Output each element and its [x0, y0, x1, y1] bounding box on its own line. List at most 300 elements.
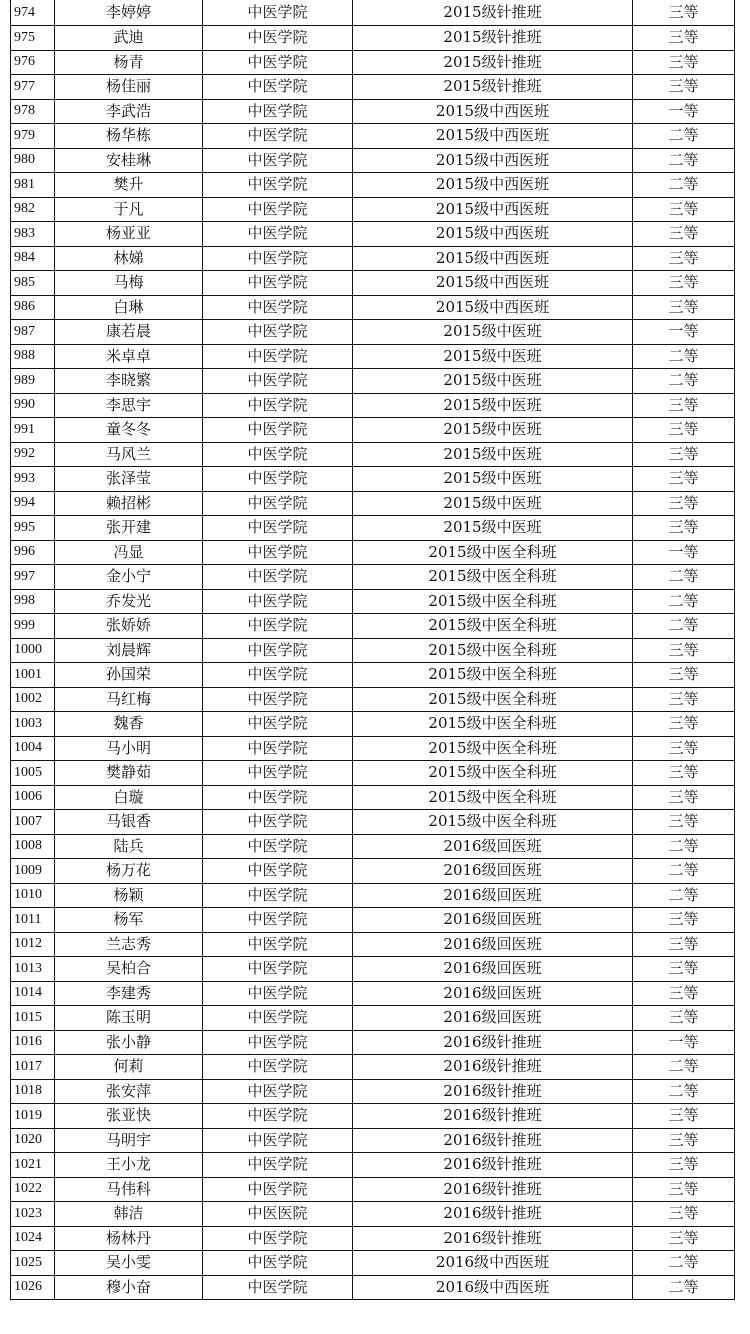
row-number-cell: 985 — [11, 271, 55, 296]
row-number-cell: 1004 — [11, 736, 55, 761]
college-cell: 中医学院 — [203, 736, 353, 761]
award-level-cell: 二等 — [633, 124, 735, 149]
table-row — [11, 50, 735, 75]
college-cell: 中医学院 — [203, 565, 353, 590]
award-level-cell: 三等 — [633, 663, 735, 688]
college-cell: 中医学院 — [203, 883, 353, 908]
table-row — [11, 148, 735, 173]
award-level-cell: 三等 — [633, 295, 735, 320]
award-level-cell: 三等 — [633, 785, 735, 810]
student-name-cell: 杨林丹 — [55, 1226, 203, 1251]
college-cell: 中医学院 — [203, 197, 353, 222]
table-row — [11, 834, 735, 859]
award-level-cell: 三等 — [633, 26, 735, 51]
award-level-cell: 三等 — [633, 638, 735, 663]
college-cell: 中医学院 — [203, 540, 353, 565]
table-row — [11, 957, 735, 982]
student-name-cell: 孙国荣 — [55, 663, 203, 688]
college-cell: 中医学院 — [203, 124, 353, 149]
class-name-cell: 2015级中医班 — [353, 418, 633, 443]
award-level-cell: 三等 — [633, 1226, 735, 1251]
student-name-cell: 李武浩 — [55, 99, 203, 124]
award-level-cell: 三等 — [633, 1128, 735, 1153]
row-number-cell: 1001 — [11, 663, 55, 688]
student-name-cell: 马梅 — [55, 271, 203, 296]
row-number-cell: 977 — [11, 75, 55, 100]
row-number-cell: 975 — [11, 26, 55, 51]
college-cell: 中医学院 — [203, 1079, 353, 1104]
table-row — [11, 908, 735, 933]
student-name-cell: 王小龙 — [55, 1153, 203, 1178]
award-level-cell: 三等 — [633, 810, 735, 835]
table-row — [11, 295, 735, 320]
class-name-cell: 2016级针推班 — [353, 1030, 633, 1055]
student-name-cell: 张开建 — [55, 516, 203, 541]
row-number-cell: 994 — [11, 491, 55, 516]
row-number-cell: 990 — [11, 393, 55, 418]
row-number-cell: 1026 — [11, 1275, 55, 1300]
award-level-cell: 三等 — [633, 1006, 735, 1031]
table-row — [11, 1153, 735, 1178]
college-cell: 中医学院 — [203, 26, 353, 51]
row-number-cell: 993 — [11, 467, 55, 492]
class-name-cell: 2015级中医班 — [353, 442, 633, 467]
award-level-cell: 三等 — [633, 1202, 735, 1227]
class-name-cell: 2015级针推班 — [353, 50, 633, 75]
student-name-cell: 陆兵 — [55, 834, 203, 859]
row-number-cell: 995 — [11, 516, 55, 541]
student-name-cell: 陈玉明 — [55, 1006, 203, 1031]
row-number-cell: 996 — [11, 540, 55, 565]
table-row — [11, 638, 735, 663]
class-name-cell: 2015级中医班 — [353, 516, 633, 541]
table-row — [11, 859, 735, 884]
class-name-cell: 2015级中医全科班 — [353, 785, 633, 810]
class-name-cell: 2015级中西医班 — [353, 197, 633, 222]
college-cell: 中医学院 — [203, 859, 353, 884]
table-row — [11, 932, 735, 957]
table-row — [11, 246, 735, 271]
row-number-cell: 1025 — [11, 1251, 55, 1276]
row-number-cell: 976 — [11, 50, 55, 75]
college-cell: 中医学院 — [203, 50, 353, 75]
class-name-cell: 2016级针推班 — [353, 1226, 633, 1251]
table-row — [11, 491, 735, 516]
award-level-cell: 三等 — [633, 246, 735, 271]
student-name-cell: 李晓繁 — [55, 369, 203, 394]
student-name-cell: 马风兰 — [55, 442, 203, 467]
award-table-body — [11, 0, 735, 1300]
award-level-cell: 一等 — [633, 99, 735, 124]
college-cell: 中医学院 — [203, 1153, 353, 1178]
class-name-cell: 2015级中西医班 — [353, 246, 633, 271]
class-name-cell: 2016级回医班 — [353, 834, 633, 859]
table-row — [11, 271, 735, 296]
award-level-cell: 三等 — [633, 908, 735, 933]
student-name-cell: 李思宇 — [55, 393, 203, 418]
class-name-cell: 2015级中医全科班 — [353, 663, 633, 688]
student-name-cell: 马小明 — [55, 736, 203, 761]
student-name-cell: 魏香 — [55, 712, 203, 737]
award-level-cell: 二等 — [633, 614, 735, 639]
award-level-cell: 三等 — [633, 1104, 735, 1129]
class-name-cell: 2015级中西医班 — [353, 124, 633, 149]
table-row — [11, 614, 735, 639]
class-name-cell: 2016级中西医班 — [353, 1251, 633, 1276]
student-name-cell: 于凡 — [55, 197, 203, 222]
student-name-cell: 张泽莹 — [55, 467, 203, 492]
table-row — [11, 1128, 735, 1153]
table-row — [11, 173, 735, 198]
row-number-cell: 1002 — [11, 687, 55, 712]
student-name-cell: 米卓卓 — [55, 344, 203, 369]
student-name-cell: 杨颖 — [55, 883, 203, 908]
class-name-cell: 2016级针推班 — [353, 1079, 633, 1104]
college-cell: 中医学院 — [203, 467, 353, 492]
class-name-cell: 2016级针推班 — [353, 1128, 633, 1153]
table-row — [11, 540, 735, 565]
college-cell: 中医学院 — [203, 516, 353, 541]
student-name-cell: 赖招彬 — [55, 491, 203, 516]
award-level-cell: 三等 — [633, 393, 735, 418]
award-level-cell: 三等 — [633, 50, 735, 75]
student-name-cell: 金小宁 — [55, 565, 203, 590]
award-level-cell: 二等 — [633, 589, 735, 614]
table-row — [11, 565, 735, 590]
award-level-cell: 二等 — [633, 1251, 735, 1276]
class-name-cell: 2016级回医班 — [353, 883, 633, 908]
college-cell: 中医学院 — [203, 320, 353, 345]
table-row — [11, 124, 735, 149]
college-cell: 中医学院 — [203, 442, 353, 467]
student-name-cell: 李婷婷 — [55, 0, 203, 26]
award-level-cell: 三等 — [633, 467, 735, 492]
college-cell: 中医学院 — [203, 712, 353, 737]
table-row — [11, 320, 735, 345]
student-name-cell: 张娇娇 — [55, 614, 203, 639]
award-level-cell: 二等 — [633, 148, 735, 173]
student-name-cell: 冯显 — [55, 540, 203, 565]
table-row — [11, 1055, 735, 1080]
table-row — [11, 1226, 735, 1251]
row-number-cell: 1020 — [11, 1128, 55, 1153]
student-name-cell: 张亚快 — [55, 1104, 203, 1129]
award-level-cell: 三等 — [633, 0, 735, 26]
award-level-cell: 二等 — [633, 834, 735, 859]
college-cell: 中医学院 — [203, 491, 353, 516]
table-row — [11, 687, 735, 712]
table-row — [11, 883, 735, 908]
student-name-cell: 刘晨辉 — [55, 638, 203, 663]
class-name-cell: 2015级中医全科班 — [353, 736, 633, 761]
table-row — [11, 761, 735, 786]
table-row — [11, 222, 735, 247]
award-list-sheet — [10, 0, 734, 1300]
row-number-cell: 1008 — [11, 834, 55, 859]
class-name-cell: 2015级中西医班 — [353, 173, 633, 198]
award-level-cell: 三等 — [633, 516, 735, 541]
table-row — [11, 442, 735, 467]
college-cell: 中医学院 — [203, 1030, 353, 1055]
college-cell: 中医学院 — [203, 173, 353, 198]
college-cell: 中医学院 — [203, 369, 353, 394]
row-number-cell: 1011 — [11, 908, 55, 933]
table-row — [11, 981, 735, 1006]
row-number-cell: 1005 — [11, 761, 55, 786]
table-row — [11, 785, 735, 810]
row-number-cell: 1021 — [11, 1153, 55, 1178]
student-name-cell: 张安萍 — [55, 1079, 203, 1104]
row-number-cell: 1015 — [11, 1006, 55, 1031]
student-name-cell: 马银香 — [55, 810, 203, 835]
class-name-cell: 2016级回医班 — [353, 932, 633, 957]
college-cell: 中医学院 — [203, 785, 353, 810]
class-name-cell: 2015级中医班 — [353, 369, 633, 394]
table-row — [11, 1030, 735, 1055]
row-number-cell: 1017 — [11, 1055, 55, 1080]
student-name-cell: 韩洁 — [55, 1202, 203, 1227]
award-level-cell: 二等 — [633, 173, 735, 198]
class-name-cell: 2016级回医班 — [353, 1006, 633, 1031]
class-name-cell: 2015级中医全科班 — [353, 687, 633, 712]
student-name-cell: 杨华栋 — [55, 124, 203, 149]
college-cell: 中医学院 — [203, 761, 353, 786]
student-name-cell: 杨佳丽 — [55, 75, 203, 100]
class-name-cell: 2015级中医班 — [353, 320, 633, 345]
college-cell: 中医学院 — [203, 1104, 353, 1129]
class-name-cell: 2015级中西医班 — [353, 99, 633, 124]
table-row — [11, 418, 735, 443]
college-cell: 中医学院 — [203, 246, 353, 271]
college-cell: 中医学院 — [203, 418, 353, 443]
class-name-cell: 2015级中西医班 — [353, 222, 633, 247]
class-name-cell: 2016级针推班 — [353, 1153, 633, 1178]
award-level-cell: 三等 — [633, 932, 735, 957]
row-number-cell: 1000 — [11, 638, 55, 663]
student-name-cell: 杨万花 — [55, 859, 203, 884]
college-cell: 中医学院 — [203, 589, 353, 614]
student-name-cell: 林娣 — [55, 246, 203, 271]
table-row — [11, 1104, 735, 1129]
student-name-cell: 樊静茹 — [55, 761, 203, 786]
class-name-cell: 2016级回医班 — [353, 908, 633, 933]
college-cell: 中医学院 — [203, 957, 353, 982]
row-number-cell: 987 — [11, 320, 55, 345]
table-row — [11, 393, 735, 418]
award-level-cell: 三等 — [633, 491, 735, 516]
table-row — [11, 1079, 735, 1104]
row-number-cell: 978 — [11, 99, 55, 124]
row-number-cell: 998 — [11, 589, 55, 614]
college-cell: 中医学院 — [203, 614, 353, 639]
college-cell: 中医学院 — [203, 1055, 353, 1080]
student-name-cell: 吴柏合 — [55, 957, 203, 982]
row-number-cell: 988 — [11, 344, 55, 369]
table-row — [11, 1006, 735, 1031]
class-name-cell: 2016级回医班 — [353, 957, 633, 982]
student-name-cell: 武迪 — [55, 26, 203, 51]
class-name-cell: 2015级中医全科班 — [353, 589, 633, 614]
class-name-cell: 2016级针推班 — [353, 1104, 633, 1129]
class-name-cell: 2015级中医全科班 — [353, 712, 633, 737]
table-row — [11, 589, 735, 614]
award-level-cell: 三等 — [633, 442, 735, 467]
class-name-cell: 2015级中医全科班 — [353, 614, 633, 639]
row-number-cell: 1016 — [11, 1030, 55, 1055]
class-name-cell: 2015级中医全科班 — [353, 565, 633, 590]
award-level-cell: 二等 — [633, 565, 735, 590]
college-cell: 中医学院 — [203, 1006, 353, 1031]
class-name-cell: 2015级中西医班 — [353, 295, 633, 320]
row-number-cell: 986 — [11, 295, 55, 320]
college-cell: 中医学院 — [203, 663, 353, 688]
class-name-cell: 2015级中医全科班 — [353, 638, 633, 663]
table-row — [11, 344, 735, 369]
table-row — [11, 810, 735, 835]
college-cell: 中医学院 — [203, 1275, 353, 1300]
student-name-cell: 樊升 — [55, 173, 203, 198]
class-name-cell: 2015级中西医班 — [353, 148, 633, 173]
student-name-cell: 安桂琳 — [55, 148, 203, 173]
award-level-cell: 二等 — [633, 1055, 735, 1080]
row-number-cell: 1023 — [11, 1202, 55, 1227]
student-name-cell: 杨亚亚 — [55, 222, 203, 247]
row-number-cell: 1010 — [11, 883, 55, 908]
award-table — [10, 0, 735, 1300]
student-name-cell: 白璇 — [55, 785, 203, 810]
table-row — [11, 712, 735, 737]
college-cell: 中医学院 — [203, 932, 353, 957]
table-row — [11, 1177, 735, 1202]
row-number-cell: 1013 — [11, 957, 55, 982]
college-cell: 中医学院 — [203, 271, 353, 296]
award-level-cell: 二等 — [633, 344, 735, 369]
row-number-cell: 983 — [11, 222, 55, 247]
student-name-cell: 童冬冬 — [55, 418, 203, 443]
award-level-cell: 二等 — [633, 369, 735, 394]
award-level-cell: 三等 — [633, 222, 735, 247]
row-number-cell: 1009 — [11, 859, 55, 884]
college-cell: 中医学院 — [203, 99, 353, 124]
college-cell: 中医学院 — [203, 344, 353, 369]
table-row — [11, 26, 735, 51]
class-name-cell: 2015级中西医班 — [353, 271, 633, 296]
table-row — [11, 663, 735, 688]
college-cell: 中医学院 — [203, 222, 353, 247]
award-level-cell: 三等 — [633, 1153, 735, 1178]
class-name-cell: 2015级中医全科班 — [353, 810, 633, 835]
award-level-cell: 三等 — [633, 712, 735, 737]
student-name-cell: 穆小奋 — [55, 1275, 203, 1300]
student-name-cell: 杨军 — [55, 908, 203, 933]
table-row — [11, 736, 735, 761]
table-row — [11, 197, 735, 222]
student-name-cell: 乔发光 — [55, 589, 203, 614]
class-name-cell: 2015级中医班 — [353, 393, 633, 418]
student-name-cell: 吴小雯 — [55, 1251, 203, 1276]
row-number-cell: 1022 — [11, 1177, 55, 1202]
class-name-cell: 2015级针推班 — [353, 75, 633, 100]
college-cell: 中医医院 — [203, 1202, 353, 1227]
class-name-cell: 2016级中西医班 — [353, 1275, 633, 1300]
award-level-cell: 三等 — [633, 736, 735, 761]
class-name-cell: 2016级回医班 — [353, 981, 633, 1006]
award-level-cell: 三等 — [633, 981, 735, 1006]
award-level-cell: 二等 — [633, 1275, 735, 1300]
row-number-cell: 1014 — [11, 981, 55, 1006]
college-cell: 中医学院 — [203, 810, 353, 835]
row-number-cell: 1007 — [11, 810, 55, 835]
row-number-cell: 997 — [11, 565, 55, 590]
class-name-cell: 2015级针推班 — [353, 0, 633, 26]
college-cell: 中医学院 — [203, 75, 353, 100]
row-number-cell: 1006 — [11, 785, 55, 810]
award-level-cell: 三等 — [633, 957, 735, 982]
class-name-cell: 2016级针推班 — [353, 1055, 633, 1080]
row-number-cell: 974 — [11, 0, 55, 26]
class-name-cell: 2015级中医班 — [353, 491, 633, 516]
row-number-cell: 981 — [11, 173, 55, 198]
table-row — [11, 1202, 735, 1227]
student-name-cell: 兰志秀 — [55, 932, 203, 957]
award-level-cell: 一等 — [633, 1030, 735, 1055]
table-row — [11, 75, 735, 100]
student-name-cell: 李建秀 — [55, 981, 203, 1006]
table-row — [11, 369, 735, 394]
row-number-cell: 982 — [11, 197, 55, 222]
college-cell: 中医学院 — [203, 834, 353, 859]
college-cell: 中医学院 — [203, 393, 353, 418]
college-cell: 中医学院 — [203, 1128, 353, 1153]
award-level-cell: 三等 — [633, 687, 735, 712]
class-name-cell: 2015级中医全科班 — [353, 540, 633, 565]
row-number-cell: 1012 — [11, 932, 55, 957]
student-name-cell: 何莉 — [55, 1055, 203, 1080]
award-level-cell: 三等 — [633, 761, 735, 786]
award-level-cell: 三等 — [633, 197, 735, 222]
table-row — [11, 467, 735, 492]
college-cell: 中医学院 — [203, 908, 353, 933]
college-cell: 中医学院 — [203, 1226, 353, 1251]
class-name-cell: 2015级中医班 — [353, 344, 633, 369]
college-cell: 中医学院 — [203, 1177, 353, 1202]
row-number-cell: 999 — [11, 614, 55, 639]
row-number-cell: 980 — [11, 148, 55, 173]
student-name-cell: 马明宇 — [55, 1128, 203, 1153]
award-level-cell: 二等 — [633, 883, 735, 908]
row-number-cell: 989 — [11, 369, 55, 394]
college-cell: 中医学院 — [203, 687, 353, 712]
row-number-cell: 1003 — [11, 712, 55, 737]
award-level-cell: 二等 — [633, 1079, 735, 1104]
college-cell: 中医学院 — [203, 0, 353, 26]
row-number-cell: 1018 — [11, 1079, 55, 1104]
student-name-cell: 张小静 — [55, 1030, 203, 1055]
award-level-cell: 三等 — [633, 75, 735, 100]
college-cell: 中医学院 — [203, 638, 353, 663]
row-number-cell: 991 — [11, 418, 55, 443]
class-name-cell: 2016级针推班 — [353, 1202, 633, 1227]
table-row — [11, 1275, 735, 1300]
award-level-cell: 二等 — [633, 859, 735, 884]
table-row — [11, 516, 735, 541]
student-name-cell: 杨青 — [55, 50, 203, 75]
row-number-cell: 1019 — [11, 1104, 55, 1129]
row-number-cell: 979 — [11, 124, 55, 149]
college-cell: 中医学院 — [203, 148, 353, 173]
class-name-cell: 2015级中医全科班 — [353, 761, 633, 786]
student-name-cell: 马红梅 — [55, 687, 203, 712]
